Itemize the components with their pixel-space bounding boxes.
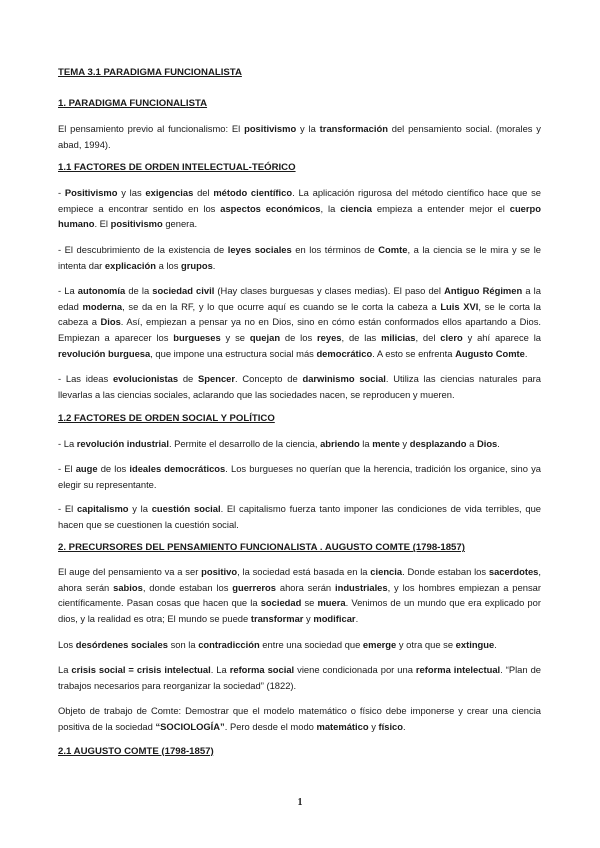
bold-text: extingue	[455, 638, 495, 650]
bold-text: autonomía	[77, 285, 126, 297]
bold-text: grupos	[181, 259, 213, 271]
bold-text: físico	[378, 721, 403, 733]
bold-text: ciencia	[340, 202, 372, 214]
bold-text: capitalismo	[76, 503, 129, 515]
bold-text: democrático	[316, 347, 373, 359]
text-run: se	[301, 597, 318, 609]
bold-text: “SOCIOLOGÍA”	[155, 721, 225, 733]
document-page	[58, 66, 541, 758]
document-title: TEMA 3.1 PARADIGMA FUNCIONALISTA	[58, 67, 242, 78]
text-run: . Concepto de	[235, 373, 303, 385]
bold-text: sociedad	[260, 597, 302, 609]
bold-text: positivismo	[110, 218, 163, 230]
text-run: El auge del pensamiento va a ser	[58, 566, 202, 578]
text-run: entre una sociedad que	[259, 638, 363, 650]
bold-text: revolución industrial	[76, 438, 169, 450]
text-run: .	[212, 259, 216, 271]
text-run: , se da en la RF, y lo que ocurre aquí es cuando se le corta la cabeza a	[122, 300, 441, 312]
text-run: y otra que se	[396, 638, 456, 650]
paragraph-auge-positivo	[58, 564, 541, 626]
text-run: del pensamiento social. (morales y abad, 1994).	[58, 123, 541, 150]
text-run: . El capitalismo fuerza tanto imponer las condiciones de vida terribles, que hacen que se cuestionen la cuestión social.	[58, 503, 541, 530]
text-run: y ahí aparece la	[462, 331, 541, 343]
text-run: - El	[58, 503, 77, 515]
text-run: . Pero desde el modo	[224, 721, 317, 733]
text-run: -	[58, 187, 65, 199]
bold-text: Antiguo Régimen	[444, 285, 523, 297]
bold-text: Positivismo	[64, 187, 118, 199]
text-run: , donde estaban los	[142, 581, 233, 593]
text-run: son la	[167, 638, 199, 650]
bold-text: industriales	[334, 581, 388, 593]
text-run: . Venimos de un mundo que era explicado por dios, y la realidad es otra; El mundo se puede	[58, 597, 541, 625]
text-run: genera.	[162, 218, 198, 230]
text-run: empieza a entender mejor el	[371, 202, 510, 214]
text-run: . Así, empiezan a pensar ya no en Dios, sino en cómo están conformados ellos apartando a Dios. Empiezan a aparecer los	[58, 316, 542, 343]
text-run: - El	[58, 462, 76, 474]
paragraph-crisis	[58, 662, 541, 693]
bold-text: reyes	[317, 331, 342, 343]
text-run: la	[359, 438, 373, 450]
bold-text: desplazando	[409, 438, 467, 450]
text-run: , y los hombres empiezan a pensar científicamente. Pasan cosas que hacen que la	[58, 581, 541, 609]
paragraph-capitalismo	[58, 501, 541, 532]
bold-text: Comte	[378, 243, 408, 255]
text-run: de los	[97, 462, 130, 474]
text-run: .	[494, 638, 497, 650]
bold-text: exigencias	[145, 187, 194, 199]
heading-paradigma-funcionalista: 1. PARADIGMA FUNCIONALISTA	[58, 98, 208, 109]
bold-text: reforma social	[229, 664, 295, 676]
bold-text: crisis social = crisis intelectual	[71, 664, 211, 676]
text-run: .	[403, 721, 406, 733]
bold-text: revolución burguesa	[58, 347, 151, 359]
bold-text: guerreros	[232, 581, 277, 593]
text-run: de	[178, 373, 199, 385]
bold-text: evolucionistas	[112, 373, 179, 385]
bold-text: Augusto Comte	[455, 347, 525, 359]
text-run: .	[497, 438, 500, 450]
bold-text: emerge	[362, 638, 397, 650]
text-run: viene condicionada por una	[294, 664, 416, 676]
bold-text: sacerdotes	[488, 566, 539, 578]
text-run: . A esto se enfrenta	[372, 347, 456, 359]
bold-text: muera	[317, 597, 346, 609]
text-run: , de las	[341, 331, 382, 343]
text-run: y la	[128, 503, 152, 515]
text-run: . Los burgueses no querían que la herencia, tradición los organice, sino ya elegir su representante.	[58, 462, 541, 490]
bold-text: aspectos económicos	[220, 202, 321, 214]
bold-text: contradicción	[198, 638, 260, 650]
bold-text: método científico	[213, 187, 293, 199]
bold-text: sabios	[113, 581, 143, 593]
text-run: , del	[415, 331, 441, 343]
bold-text: cuerpo humano	[58, 202, 541, 230]
text-run: en los términos de	[291, 243, 379, 255]
paragraph-desordenes	[58, 637, 541, 653]
text-run: a	[466, 438, 477, 450]
heading-factores-intelectual: 1.1 FACTORES DE ORDEN INTELECTUAL-TEÓRICO	[58, 162, 296, 174]
paragraph-positivismo	[58, 185, 541, 232]
text-run: . Utiliza las ciencias naturales para llevarlas a las ciencias sociales, aclarando que las sociedades nacen, se reproducen y mueren.	[58, 373, 542, 400]
bold-text: leyes sociales	[227, 243, 292, 255]
text-run: y las	[117, 187, 146, 199]
text-run: .	[524, 347, 528, 359]
text-run: , se le corta la cabeza a	[58, 300, 541, 328]
text-run: y	[303, 613, 314, 625]
text-run: Objeto de trabajo de Comte: Demostrar que el modelo matemático o físico debe imponerse y crear una ciencia positiva de la sociedad	[58, 705, 541, 733]
bold-text: ideales democráticos	[129, 462, 226, 474]
text-run: . La	[210, 664, 230, 676]
paragraph-intro	[58, 121, 541, 152]
bold-text: abriendo	[320, 438, 360, 450]
text-run: - El descubrimiento de la existencia de	[58, 243, 228, 255]
text-run: - La	[58, 285, 78, 297]
bold-text: transformar	[250, 613, 304, 625]
bold-text: moderna	[82, 300, 123, 312]
text-run: . Permite el desarrollo de la ciencia,	[168, 438, 321, 450]
bold-text: darwinismo social	[302, 373, 386, 385]
paragraph-revolucion-industrial	[58, 436, 541, 452]
text-run: .	[355, 613, 359, 625]
text-run: El pensamiento previo al funcionalismo: El	[58, 123, 245, 134]
bold-text: matemático	[316, 721, 369, 733]
bold-text: burgueses	[173, 331, 221, 343]
heading-precursores: 2. PRECURSORES DEL PENSAMIENTO FUNCIONALISTA . AUGUSTO COMTE (1798-1857)	[58, 542, 465, 554]
bold-text: Luis XVI	[440, 300, 479, 312]
heading-augusto-comte: 2.1 AUGUSTO COMTE (1798-1857)	[58, 745, 214, 757]
text-run: , a la ciencia se le mira y se le intenta dar	[58, 243, 541, 271]
bold-text: sociedad civil	[152, 285, 215, 297]
text-run: y	[399, 438, 410, 450]
bold-text: desórdenes sociales	[75, 638, 168, 650]
text-run: , que impone una estructura social más	[150, 347, 317, 359]
page-number: 1	[297, 797, 303, 808]
text-run: del	[193, 187, 214, 199]
bold-text: reforma intelectual	[415, 664, 501, 676]
paragraph-ideales-democraticos	[58, 461, 541, 492]
bold-text: Dios	[476, 438, 498, 450]
text-run: y se	[220, 331, 250, 343]
bold-text: clero	[440, 331, 463, 343]
text-run: . El	[94, 218, 111, 230]
bold-text: Dios	[100, 316, 121, 328]
bold-text: explicación	[104, 259, 156, 271]
text-run: . La aplicación rigurosa del método científico hace que se empiece a encontrar sentido en los	[58, 187, 541, 214]
paragraph-objeto-comte	[58, 703, 541, 734]
text-run: a la edad	[58, 285, 541, 312]
text-run: - Las ideas	[58, 373, 113, 385]
text-run: , ahora serán	[58, 566, 541, 593]
text-run: , la	[320, 202, 341, 214]
text-run: a los	[156, 259, 182, 271]
text-run: de la	[125, 285, 153, 297]
heading-factores-social: 1.2 FACTORES DE ORDEN SOCIAL Y POLÍTICO	[58, 413, 275, 425]
text-run: y la	[296, 123, 320, 134]
paragraph-leyes-sociales	[58, 242, 541, 273]
bold-text: positivo	[201, 566, 238, 578]
bold-text: quejan	[249, 331, 281, 343]
bold-text: positivismo	[244, 123, 297, 134]
text-run: , la sociedad está basada en la	[237, 566, 371, 578]
bold-text: Spencer	[198, 373, 236, 385]
text-run: (Hay clases burguesas y clases medias). El paso del	[214, 285, 445, 297]
text-run: . “Plan de trabajos necesarios para reorganizar la sociedad” (1822).	[58, 664, 541, 691]
text-run: Los	[58, 638, 76, 650]
text-run: - La	[58, 438, 77, 450]
paragraph-spencer	[58, 371, 541, 402]
bold-text: cuestión social	[151, 503, 221, 515]
text-run: ahora serán	[276, 581, 335, 593]
text-run: de los	[280, 331, 317, 343]
bold-text: milicias	[381, 331, 416, 343]
bold-text: ciencia	[370, 566, 403, 578]
bold-text: auge	[75, 462, 98, 474]
bold-text: mente	[372, 438, 400, 450]
text-run: y	[368, 721, 379, 733]
text-run: . Donde estaban los	[402, 566, 489, 578]
paragraph-sociedad-civil	[58, 283, 541, 361]
bold-text: transformación	[319, 123, 388, 134]
text-run: La	[58, 664, 72, 676]
bold-text: modificar	[313, 613, 356, 625]
